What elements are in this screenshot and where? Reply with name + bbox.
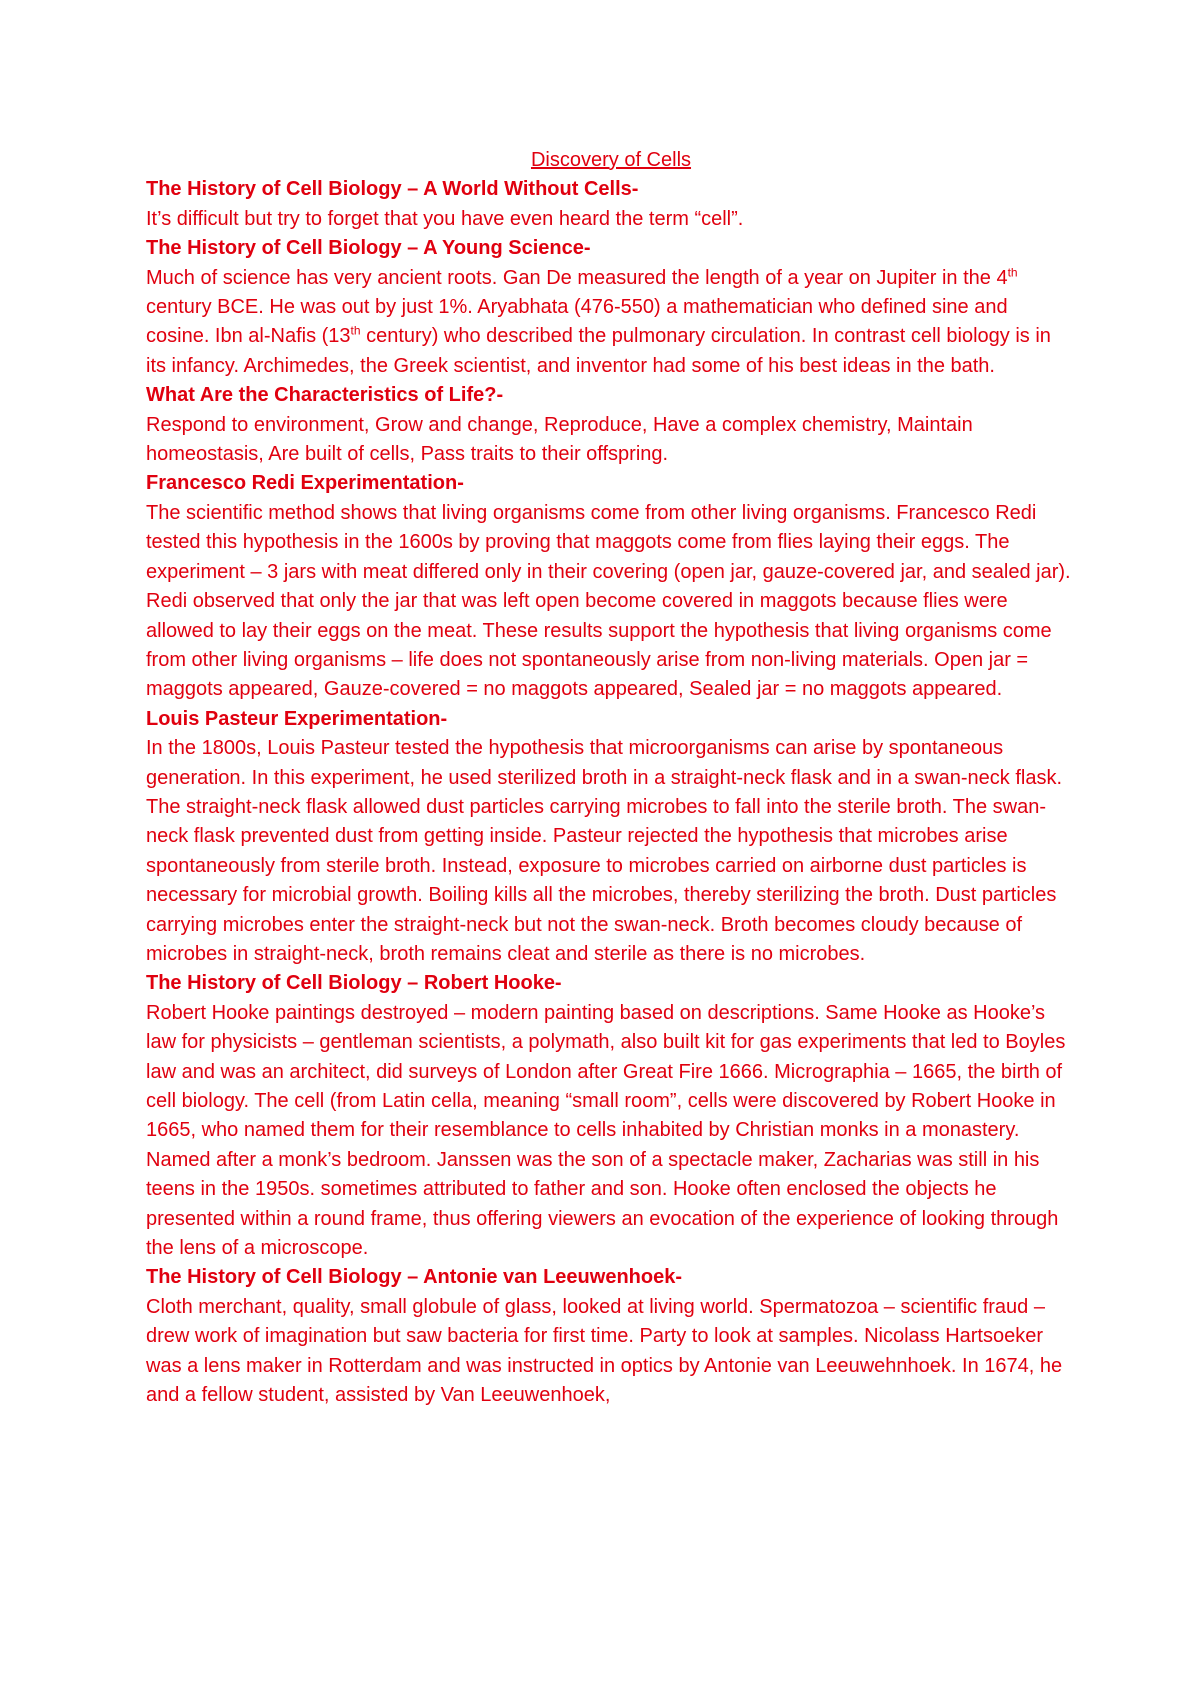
section-heading-leeuwenhoek: The History of Cell Biology – Antonie van Leeuwenhoek- xyxy=(146,1266,682,1289)
section-body-pasteur-experimentation: In the 1800s, Louis Pasteur tested the hypothesis that microorganisms can arise by spontaneous generation. In this experiment, he used sterilized broth in a straight-neck flask and in a swan-neck flask. The straight-neck flask allowed dust particles carrying microbes to fall into the sterile broth. The swan-neck flask prevented dust from getting inside. Pasteur rejected the hypothesis that microbes arise spontaneously from sterile broth. Instead, exposure to microbes carried on airborne dust particles is necessary for microbial growth. Boiling kills all the microbes, thereby sterilizing the broth. Dust particles carrying microbes enter the straight-neck but not the swan-neck. Broth becomes cloudy because of microbes in straight-neck, broth remains cleat and sterile as there is no microbes. xyxy=(146,737,1063,965)
section-body-characteristics-of-life: Respond to environment, Grow and change, Reproduce, Have a complex chemistry, Maintain homeostasis, Are built of cells, Pass traits to their offspring. xyxy=(146,413,973,466)
ordinal-suffix: th xyxy=(350,323,361,338)
section-body-leeuwenhoek: Cloth merchant, quality, small globule of glass, looked at living world. Spermatozoa – scientific fraud – drew work of imagination but saw bacteria for first time. Party to look at samples. Nicolass Hartsoeker was a lens maker in Rotterdam and was instructed in optics by Antonie van Leeuwehnhoek. In 1674, he and a fellow student, assisted by Van Leeuwenhoek, xyxy=(146,1295,1063,1407)
young-science-text-2: century BCE. He was out by just 1%. Aryabhata (476-550) a mathematician who defined sine and cosine. Ibn al-Nafis (13 xyxy=(146,296,1008,348)
section-body-robert-hooke: Robert Hooke paintings destroyed – modern painting based on descriptions. Same Hooke as Hooke’s law for physicists – gentleman scientists, a polymath, also built kit for gas experiments that led to Boyles law and was an architect, did surveys of London after Great Fire 1666. Micrographia – 1665, the birth of cell biology. The cell (from Latin cella, meaning “small room”, cells were discovered by Robert Hooke in 1665, who named them for their resemblance to cells inhabited by Christian monks in a monastery. Named after a monk’s bedroom. Janssen was the son of a spectacle maker, Zacharias was still in his teens in the 1950s. sometimes attributed to father and son. Hooke often enclosed the objects he presented within a round frame, thus offering viewers an evocation of the experience of looking through the lens of a microscope. xyxy=(146,1001,1066,1260)
section-heading-characteristics-of-life: What Are the Characteristics of Life?- xyxy=(146,384,504,407)
section-heading-young-science: The History of Cell Biology – A Young Science- xyxy=(146,237,591,260)
document-page xyxy=(146,146,1076,1410)
young-science-text-1: Much of science has very ancient roots. Gan De measured the length of a year on Jupiter in the 4 xyxy=(146,266,1008,289)
section-body-redi-experimentation: The scientific method shows that living organisms come from other living organisms. Francesco Redi tested this hypothesis in the 1600s by proving that maggots come from flies laying their eggs. The experiment – 3 jars with meat differed only in their covering (open jar, gauze-covered jar, and sealed jar). Redi observed that only the jar that was left open become covered in maggots because flies were allowed to lay their eggs on the meat. These results support the hypothesis that living organisms come from other living organisms – life does not spontaneously arise from non-living materials. Open jar = maggots appeared, Gauze-covered = no maggots appeared, Sealed jar = no maggots appeared. xyxy=(146,501,1071,701)
section-body-world-without-cells: It’s difficult but try to forget that you have even heard the term “cell”. xyxy=(146,207,744,230)
section-body-young-science xyxy=(146,264,1076,382)
section-heading-robert-hooke: The History of Cell Biology – Robert Hooke- xyxy=(146,972,562,995)
young-science-text-3: century) who described the pulmonary circulation. In contrast cell biology is in its infancy. Archimedes, the Greek scientist, and inventor had some of his best ideas in the bath. xyxy=(146,325,1051,377)
section-heading-pasteur-experimentation: Louis Pasteur Experimentation- xyxy=(146,707,448,730)
section-heading-redi-experimentation: Francesco Redi Experimentation- xyxy=(146,472,464,495)
section-heading-world-without-cells: The History of Cell Biology – A World Without Cells- xyxy=(146,178,639,201)
ordinal-suffix: th xyxy=(1007,264,1018,279)
document-title: Discovery of Cells xyxy=(530,149,692,171)
